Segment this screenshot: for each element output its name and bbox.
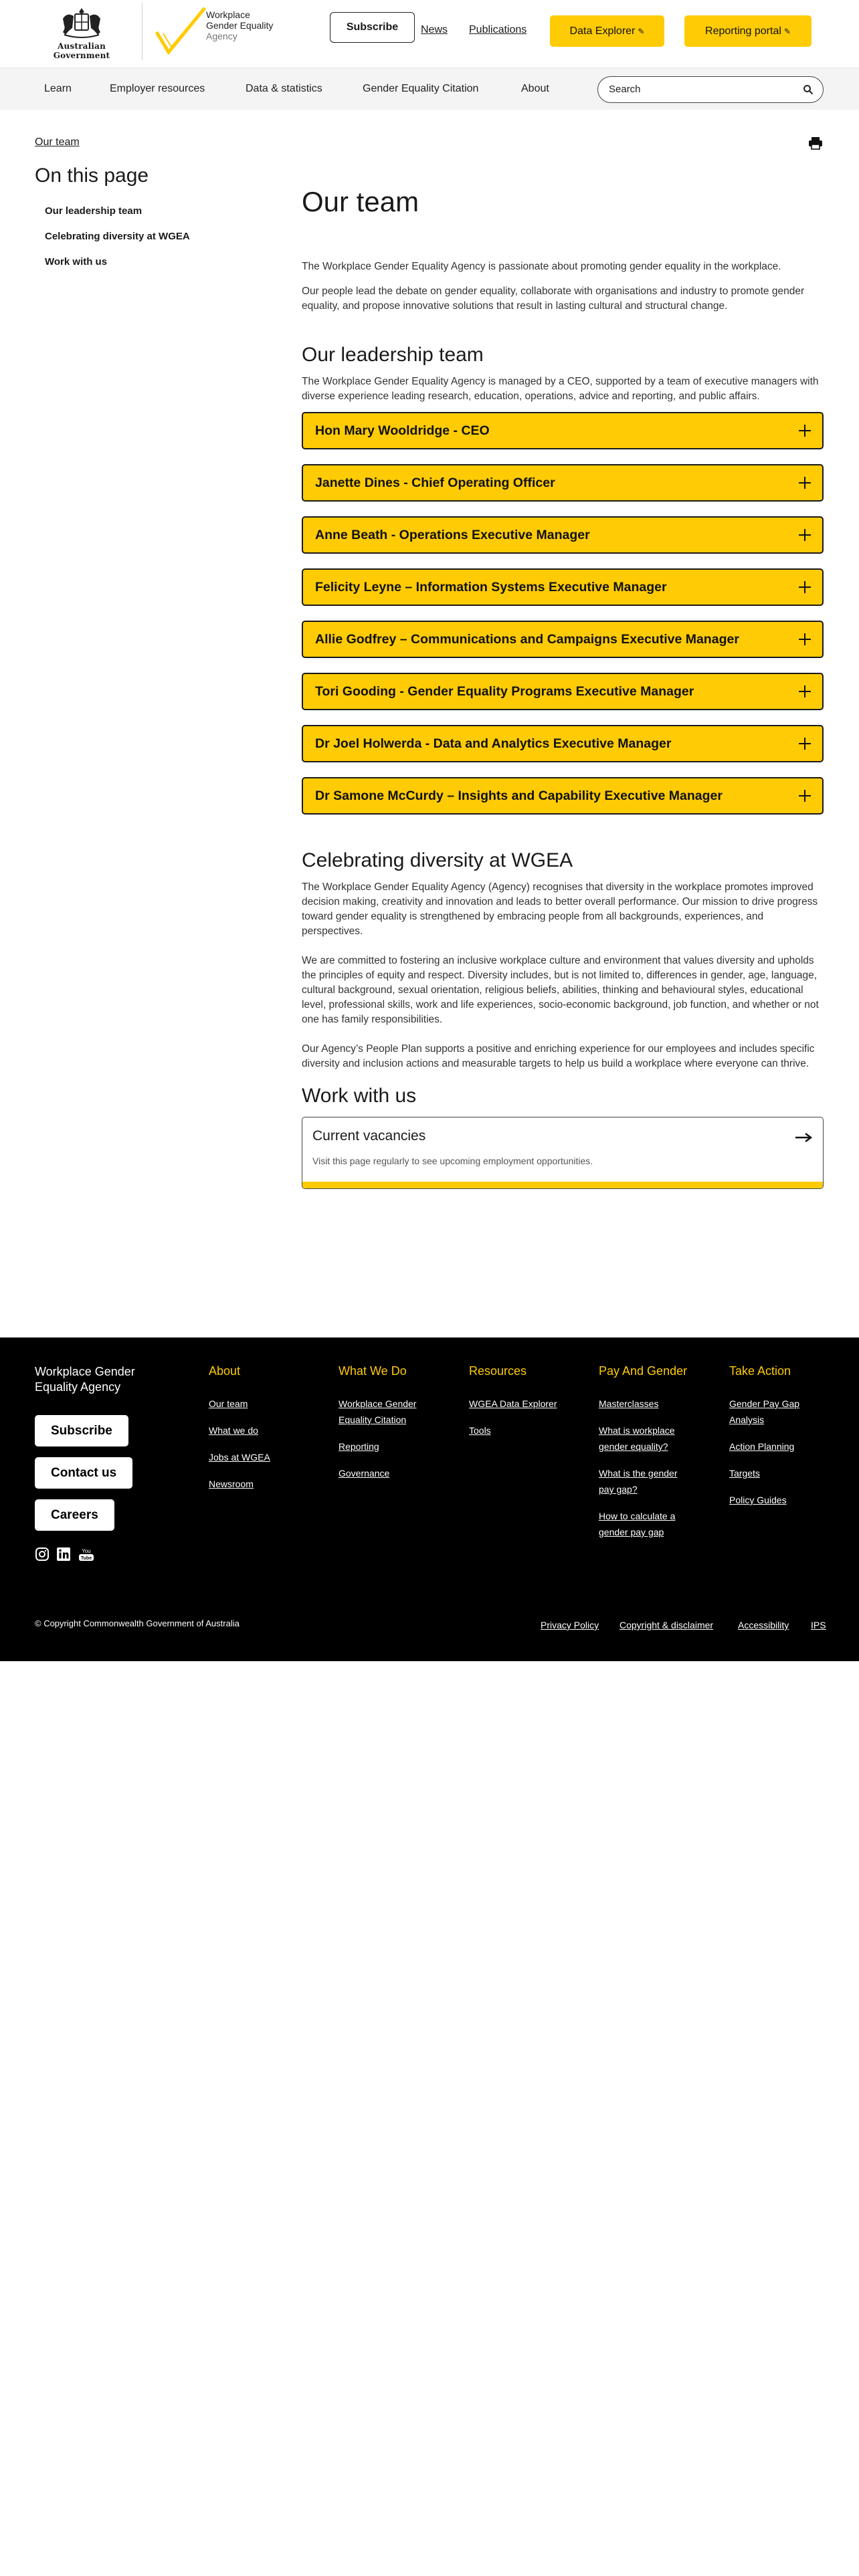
plus-icon: [798, 685, 812, 698]
intro-paragraph-2: Our people lead the debate on gender equality, collaborate with organisations and industry to promote gender equality, and propose innovative solutions that result in lasting cultural and structural change.: [302, 286, 805, 312]
footer-contact-button[interactable]: Contact us: [35, 1457, 132, 1489]
footer-link[interactable]: What is workplace gender equality?: [599, 1425, 675, 1452]
footer-link[interactable]: Tools: [469, 1425, 491, 1436]
vacancy-title: Current vacancies: [312, 1128, 426, 1144]
reporting-portal-label: Reporting portal: [705, 25, 781, 37]
vacancy-description: Visit this page regularly to see upcoming employment opportunities.: [312, 1156, 593, 1166]
nav-item-employer-resources[interactable]: Employer resources: [110, 83, 205, 94]
footer-column-heading: Take Action: [729, 1364, 791, 1378]
leader-accordion[interactable]: [302, 516, 824, 554]
accessibility-link[interactable]: Accessibility: [738, 1620, 789, 1630]
work-with-us-heading: Work with us: [302, 1085, 417, 1107]
footer-link[interactable]: Gender Pay Gap Analysis: [729, 1398, 800, 1425]
leadership-accordion-list: [302, 412, 824, 815]
footer-column-what-we-do: [339, 1364, 432, 1492]
footer-link[interactable]: How to calculate a gender pay gap: [599, 1511, 676, 1537]
leader-accordion[interactable]: [302, 464, 824, 502]
diversity-paragraph-2: We are committed to fostering an inclusive workplace culture and environment that values diversity and upholds the principles of equity and respect. Diversity includes, but is not limited to, differences in gender, age, language, cultural background, sexual orientation, religious beliefs, abilities, thinking and behavioural styles, educational level, professional skills, work and life experiences, socio-economic background, job function, and whether or not one has family responsibilities.: [302, 955, 819, 1025]
leader-name: Anne Beath - Operations Executive Manager: [315, 528, 590, 542]
publications-link[interactable]: Publications: [469, 24, 527, 35]
footer-column-heading: Resources: [469, 1364, 527, 1378]
leader-name: Janette Dines - Chief Operating Officer: [315, 475, 555, 490]
footer-column-heading: About: [209, 1364, 241, 1378]
footer-column-heading: What We Do: [339, 1364, 407, 1378]
diversity-paragraph-3: Our Agency’s People Plan supports a positive and enriching experience for our employees and includes specific diversity and inclusion actions and measurable targets to help us build a workplace where everyone can thrive.: [302, 1043, 815, 1069]
leader-name: Dr Joel Holwerda - Data and Analytics Executive Manager: [315, 736, 672, 751]
page-title: Our team: [302, 186, 419, 217]
on-this-page-link-diversity[interactable]: Celebrating diversity at WGEA: [45, 231, 190, 242]
footer-link[interactable]: What is the gender pay gap?: [599, 1468, 678, 1495]
plus-icon: [798, 789, 812, 802]
footer-link[interactable]: Newsroom: [209, 1479, 254, 1489]
on-this-page-link-leadership[interactable]: Our leadership team: [45, 205, 142, 217]
search-box: [597, 76, 824, 103]
linkedin-icon[interactable]: [56, 1547, 71, 1562]
arrow-right-icon: [795, 1132, 812, 1143]
instagram-icon[interactable]: [35, 1547, 50, 1562]
nav-item-about[interactable]: About: [521, 83, 549, 94]
nav-item-gender-equality-citation[interactable]: Gender Equality Citation: [363, 83, 479, 94]
wgea-logo-line-1: Workplace: [206, 9, 250, 20]
footer-org-name: Workplace Gender Equality Agency: [35, 1365, 135, 1394]
leader-accordion[interactable]: [302, 673, 824, 710]
footer-column-resources: [469, 1364, 576, 1449]
diversity-paragraph-1: The Workplace Gender Equality Agency (Agency) recognises that diversity in the workplace promotes improved decision making, creativity and innovation and leads to better overall performance. Our mission to drive progress toward gender equality is strengthened by embracing people from all backgrounds, experiences, and perspectives.: [302, 881, 818, 937]
leadership-heading: Our leadership team: [302, 344, 484, 366]
leader-accordion[interactable]: [302, 621, 824, 658]
external-link-icon: ✎: [783, 27, 791, 36]
search-input[interactable]: [609, 84, 796, 95]
copyright-disclaimer-link[interactable]: Copyright & disclaimer: [619, 1620, 714, 1630]
print-icon[interactable]: [808, 136, 823, 150]
ips-link[interactable]: IPS: [811, 1620, 826, 1630]
svg-text:You: You: [82, 1548, 91, 1554]
leader-name: Allie Godfrey – Communications and Campaigns Executive Manager: [315, 632, 739, 647]
copyright-text: © Copyright Commonwealth Government of Australia: [35, 1618, 240, 1628]
footer-column-take-action: [729, 1364, 816, 1519]
footer-link[interactable]: What we do: [209, 1425, 258, 1436]
leader-name: Hon Mary Wooldridge - CEO: [315, 423, 490, 438]
leader-name: Tori Gooding - Gender Equality Programs Executive Manager: [315, 684, 694, 699]
footer-link[interactable]: Action Planning: [729, 1441, 795, 1452]
wgea-logo[interactable]: [154, 5, 288, 56]
footer-subscribe-button[interactable]: Subscribe: [35, 1415, 128, 1446]
government-name: Australian Government: [53, 41, 110, 60]
footer-careers-button[interactable]: Careers: [35, 1499, 114, 1531]
footer-link[interactable]: Reporting: [339, 1441, 379, 1452]
footer-link[interactable]: Policy Guides: [729, 1495, 787, 1505]
coat-of-arms-icon: [58, 5, 106, 40]
leader-name: Felicity Leyne – Information Systems Executive Manager: [315, 580, 667, 595]
external-link-icon: ✎: [638, 27, 645, 36]
leader-accordion[interactable]: [302, 568, 824, 606]
main-content: [302, 186, 824, 1189]
footer-link[interactable]: Governance: [339, 1468, 390, 1479]
wgea-logo-line-3: Agency: [206, 31, 237, 41]
news-link[interactable]: News: [421, 24, 448, 35]
plus-icon: [798, 633, 812, 646]
data-explorer-label: Data Explorer: [569, 25, 636, 37]
on-this-page-link-work-with-us[interactable]: Work with us: [45, 256, 108, 267]
data-explorer-button[interactable]: [550, 15, 664, 47]
intro-paragraph-1: The Workplace Gender Equality Agency is passionate about promoting gender equality in the workplace.: [302, 261, 781, 272]
privacy-policy-link[interactable]: Privacy Policy: [541, 1620, 599, 1630]
subscribe-button[interactable]: Subscribe: [330, 12, 415, 43]
site-header: [0, 0, 859, 67]
svg-text:Tube: Tube: [80, 1556, 92, 1561]
footer-link[interactable]: WGEA Data Explorer: [469, 1398, 557, 1409]
footer-link[interactable]: Masterclasses: [599, 1398, 659, 1409]
plus-icon: [798, 737, 812, 750]
diversity-heading: Celebrating diversity at WGEA: [302, 849, 573, 871]
footer-column-pay-and-gender: [599, 1364, 692, 1551]
footer-link[interactable]: Workplace Gender Equality Citation: [339, 1398, 417, 1425]
wgea-logo-text: [206, 9, 273, 41]
plus-icon: [798, 580, 812, 594]
footer-link[interactable]: Targets: [729, 1468, 760, 1479]
search-icon[interactable]: [803, 84, 814, 95]
footer-column-heading: Pay And Gender: [599, 1364, 688, 1378]
leader-accordion[interactable]: [302, 412, 824, 449]
wgea-tick-icon: [154, 5, 207, 55]
plus-icon: [798, 424, 812, 437]
leader-accordion[interactable]: [302, 725, 824, 762]
current-vacancies-card[interactable]: [302, 1117, 824, 1189]
nav-item-learn[interactable]: Learn: [44, 83, 72, 94]
site-footer: [0, 1337, 859, 1661]
australian-government-logo[interactable]: [35, 5, 128, 58]
plus-icon: [798, 528, 812, 542]
breadcrumb[interactable]: Our team: [35, 136, 80, 148]
youtube-icon[interactable]: [78, 1547, 95, 1562]
leader-accordion[interactable]: [302, 777, 824, 815]
leader-name: Dr Samone McCurdy – Insights and Capability Executive Manager: [315, 788, 723, 803]
plus-icon: [798, 476, 812, 490]
wgea-logo-line-2: Gender Equality: [206, 20, 274, 31]
leadership-intro: The Workplace Gender Equality Agency is managed by a CEO, supported by a team of executive managers with diverse experience leading research, education, operations, advice and reporting, and public affairs.: [302, 376, 819, 402]
footer-column-about: [209, 1364, 316, 1503]
footer-link[interactable]: Our team: [209, 1398, 248, 1409]
on-this-page-heading: On this page: [35, 165, 149, 187]
footer-link[interactable]: Jobs at WGEA: [209, 1452, 270, 1463]
nav-item-data-statistics[interactable]: Data & statistics: [246, 83, 322, 94]
reporting-portal-button[interactable]: [684, 15, 812, 47]
vacancy-accent-bar: [302, 1182, 823, 1188]
main-navigation: [0, 68, 859, 110]
